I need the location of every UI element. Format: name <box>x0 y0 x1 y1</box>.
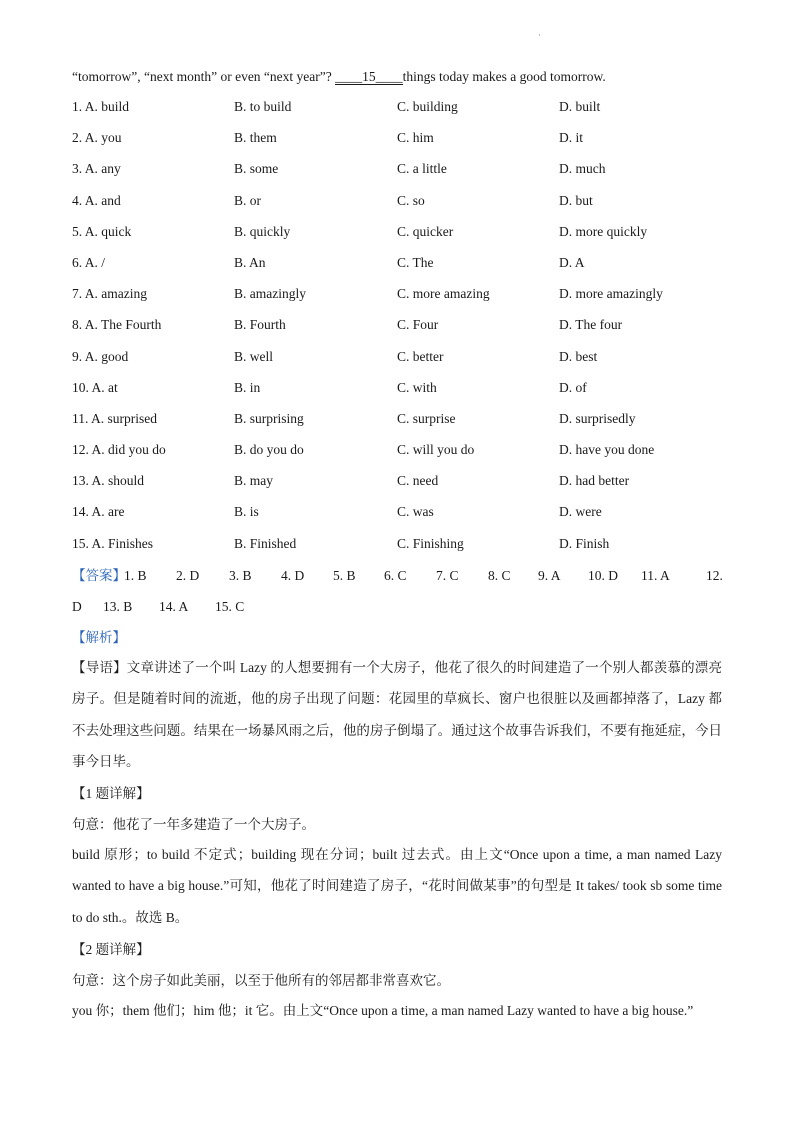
answer-block <box>72 566 732 628</box>
option-c: C. Four <box>397 317 439 333</box>
answer-item: 3. B <box>229 568 252 583</box>
answer-item: 11. A <box>641 568 670 583</box>
blank-15: ____15____ <box>335 69 403 84</box>
option-d: D. much <box>559 161 606 177</box>
option-d: D. built <box>559 99 601 114</box>
option-b: B. in <box>234 379 261 395</box>
option-b: B. is <box>234 504 259 520</box>
option-d: D. have you done <box>559 442 655 458</box>
option-row <box>72 440 732 471</box>
option-a: 7. A. amazing <box>72 286 147 302</box>
option-b: B. to build <box>234 99 292 114</box>
option-d: D. more amazingly <box>559 286 663 302</box>
option-row <box>72 97 732 128</box>
option-c: C. need <box>397 473 439 489</box>
answer-item: D <box>72 599 82 614</box>
answer-item: 14. A <box>159 599 189 614</box>
option-a: 12. A. did you do <box>72 442 166 458</box>
option-row <box>72 191 732 222</box>
option-b: B. do you do <box>234 442 304 458</box>
options-list <box>72 97 732 565</box>
option-a: 3. A. any <box>72 161 121 177</box>
option-c: C. quicker <box>397 223 454 239</box>
option-a: 8. A. The Fourth <box>72 317 162 333</box>
option-c: C. with <box>397 379 437 395</box>
answer-item: 8. C <box>488 568 511 583</box>
option-b: B. An <box>234 254 266 270</box>
option-b: B. or <box>234 192 261 208</box>
guide-paragraph: 【导语】文章讲述了一个叫 Lazy 的人想要拥有一个大房子，他花了很久的时间建造了一个别人都羡慕的漂亮房子。但是随着时间的流逝，他的房子出现了问题：花园里的草疯长、窗户也很脏以及画都掉落了，Lazy 都不去处理这些问题。结果在一场暴风雨之后，他的房子倒塌了。通过这个故事告诉我们，不要有拖延症，今日事今日毕。 <box>72 660 722 769</box>
option-d: D. A <box>559 254 585 270</box>
answer-item: 2. D <box>176 568 200 583</box>
q1-meaning: 句意：他花了一年多建造了一个大房子。 <box>72 817 315 832</box>
option-d: D. surprisedly <box>559 410 636 426</box>
option-b: B. may <box>234 473 273 489</box>
option-c: C. building <box>397 99 458 114</box>
option-d: D. of <box>559 379 587 395</box>
option-d: D. but <box>559 192 593 208</box>
intro-line <box>72 67 606 87</box>
option-row <box>72 347 732 378</box>
answer-item: 6. C <box>384 568 407 583</box>
option-a: 5. A. quick <box>72 223 132 239</box>
option-d: D. were <box>559 504 602 520</box>
option-b: B. quickly <box>234 223 291 239</box>
option-b: B. them <box>234 130 277 146</box>
option-b: B. some <box>234 161 279 177</box>
analysis-label: 【解析】 <box>72 630 126 645</box>
q1-title: 【1 题详解】 <box>72 786 150 801</box>
option-b: B. Fourth <box>234 317 286 333</box>
option-row <box>72 409 732 440</box>
option-c: C. so <box>397 192 425 208</box>
answer-item: 12. <box>706 568 723 583</box>
answer-item: 13. B <box>103 599 133 614</box>
option-d: D. had better <box>559 473 630 489</box>
option-a: 11. A. surprised <box>72 410 157 426</box>
option-row <box>72 284 732 315</box>
option-b: B. surprising <box>234 410 304 426</box>
option-row <box>72 534 732 565</box>
option-c: C. more amazing <box>397 286 490 302</box>
option-c: C. Finishing <box>397 535 464 551</box>
answer-item: 9. A <box>538 568 561 583</box>
option-c: C. better <box>397 348 444 364</box>
q2-explanation: you 你；them 他们；him 他；it 它。由上文“Once upon a time, a man named Lazy wanted to have a big house.” <box>72 1003 694 1018</box>
option-c: C. surprise <box>397 410 456 426</box>
q2-meaning: 句意：这个房子如此美丽，以至于他所有的邻居都非常喜欢它。 <box>72 973 450 988</box>
option-d: D. best <box>559 348 598 364</box>
intro-after: things today makes a good tomorrow. <box>402 69 606 84</box>
option-d: D. more quickly <box>559 223 648 239</box>
option-a: 14. A. are <box>72 504 125 520</box>
option-row <box>72 502 732 533</box>
answer-item: 10. D <box>588 568 618 583</box>
option-b: B. well <box>234 348 273 364</box>
answer-item: 5. B <box>333 568 356 583</box>
answer-row-1 <box>72 566 732 597</box>
option-row <box>72 315 732 346</box>
option-c: C. was <box>397 504 434 520</box>
answer-item: 15. C <box>215 599 245 614</box>
option-a: 9. A. good <box>72 348 129 364</box>
option-c: C. The <box>397 254 434 270</box>
option-row <box>72 471 732 502</box>
q2-title: 【2 题详解】 <box>72 942 150 957</box>
option-row <box>72 222 732 253</box>
option-c: C. him <box>397 130 434 146</box>
answer-row-2 <box>72 597 732 628</box>
option-row <box>72 253 732 284</box>
answer-item: 4. D <box>281 568 305 583</box>
option-b: B. amazingly <box>234 286 306 302</box>
header-mark: · <box>538 30 541 40</box>
option-a: 4. A. and <box>72 192 121 208</box>
option-c: C. will you do <box>397 442 475 458</box>
answer-item: 7. C <box>436 568 459 583</box>
option-a: 1. A. build <box>72 99 130 114</box>
option-row <box>72 128 732 159</box>
answer-label: 【答案】 <box>72 568 126 583</box>
option-a: 10. A. at <box>72 379 118 395</box>
option-a: 2. A. you <box>72 130 122 146</box>
option-row <box>72 378 732 409</box>
option-d: D. it <box>559 130 584 146</box>
q1-explanation: build 原形；to build 不定式；building 现在分词；built 过去式。由上文“Once upon a time, a man named Lazy wanted to have a big house.”可知，他花了时间建造了房子，“花时间做某事”的句型是 It takes/ took sb some time to do sth.。故选 B。 <box>72 847 722 925</box>
option-c: C. a little <box>397 161 447 177</box>
option-row <box>72 159 732 190</box>
intro-before: “tomorrow”, “next month” or even “next year”? <box>72 69 336 84</box>
answer-item: 1. B <box>124 568 147 583</box>
option-b: B. Finished <box>234 535 297 551</box>
option-a: 6. A. / <box>72 254 106 270</box>
option-a: 15. A. Finishes <box>72 535 154 551</box>
option-d: D. The four <box>559 317 623 333</box>
option-d: D. Finish <box>559 535 610 551</box>
option-a: 13. A. should <box>72 473 145 489</box>
